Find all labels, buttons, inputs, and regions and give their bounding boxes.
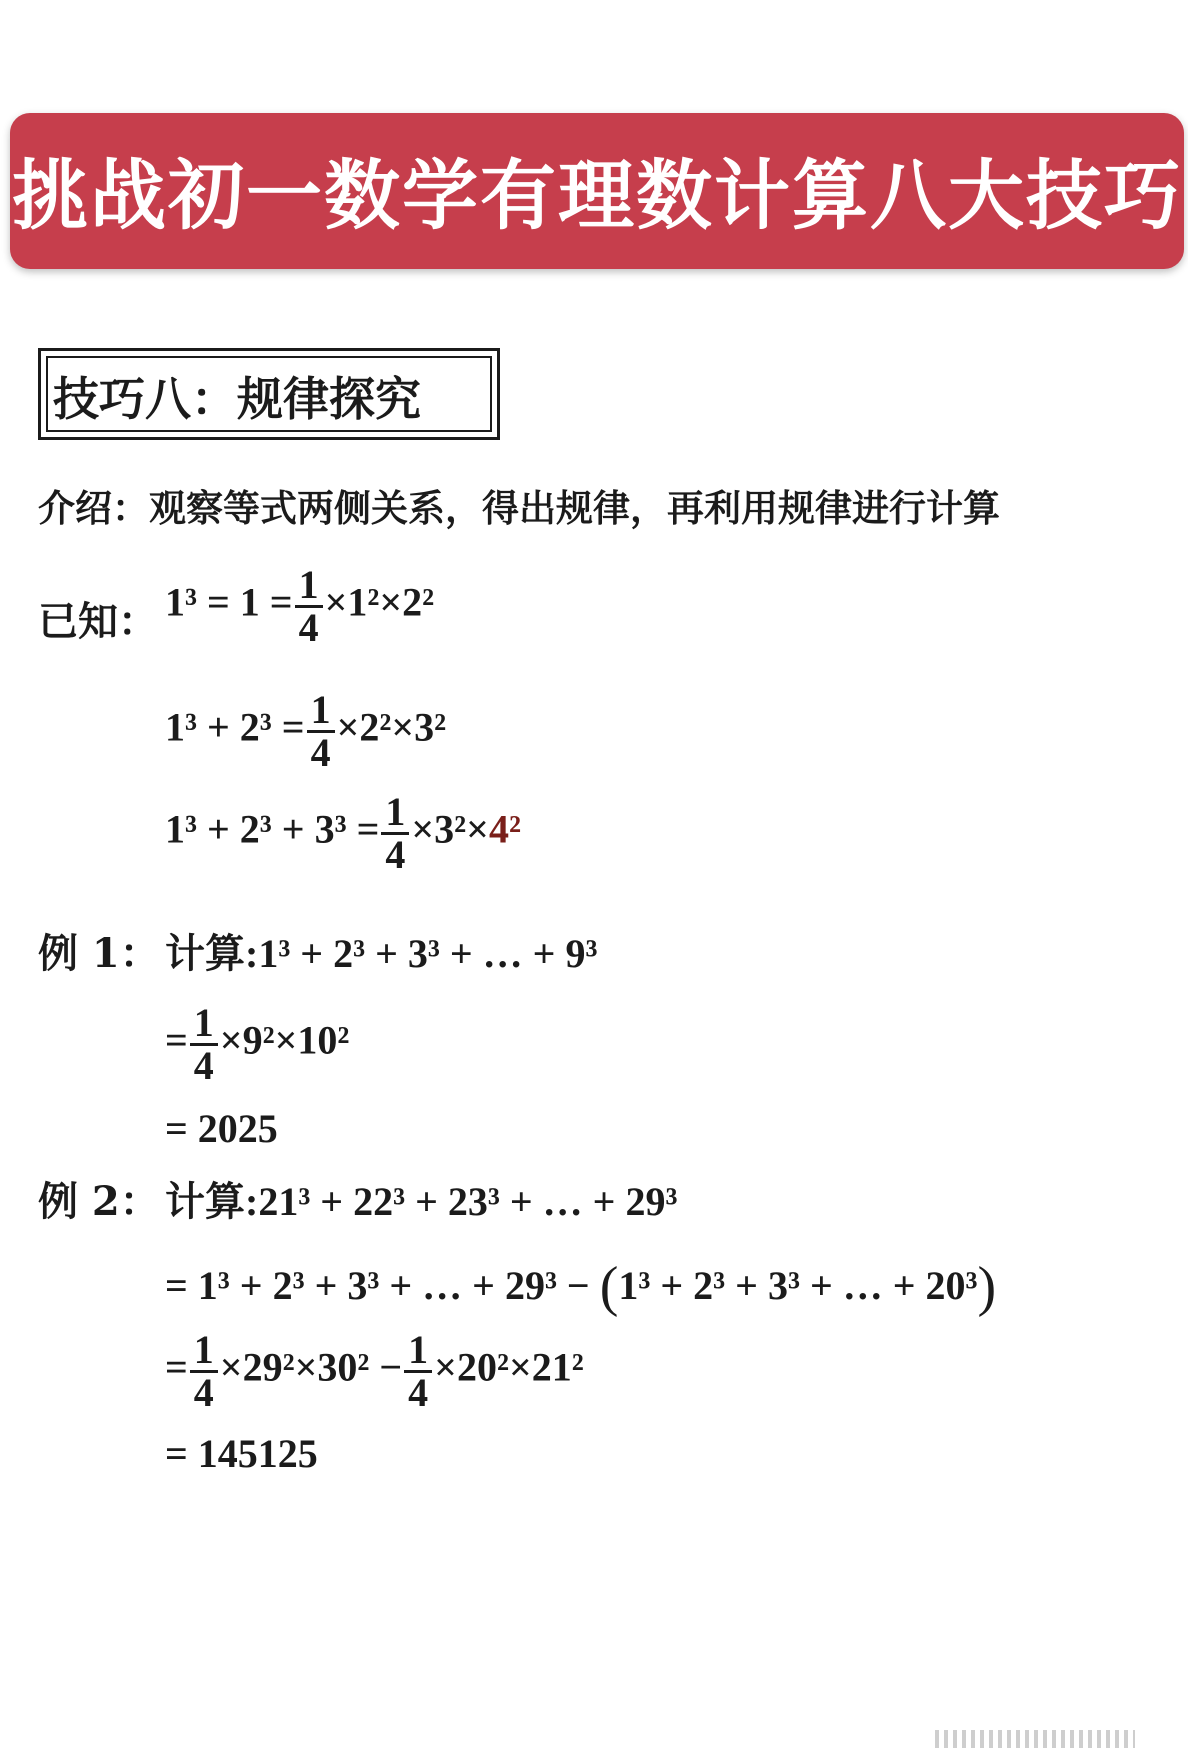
example1-step1-post: ×9²×10² [219, 1017, 350, 1063]
section-title: 技巧八：规律探究 [53, 372, 421, 426]
close-paren: ) [977, 1256, 997, 1318]
fraction-one-quarter [307, 687, 335, 775]
known-eq1-lhs: 1³ = 1 = [165, 579, 293, 625]
open-paren: ( [599, 1256, 619, 1318]
example1-result: = 2025 [165, 1106, 278, 1151]
frac-denominator: 4 [193, 1043, 214, 1088]
frac-numerator: 1 [404, 1330, 432, 1373]
frac-numerator: 1 [190, 1330, 218, 1373]
frac-numerator: 1 [307, 690, 335, 733]
known-eq3-lhs: 1³ + 2³ + 3³ = [165, 806, 380, 852]
example2-step2-mid: ×29²×30² − [219, 1344, 403, 1390]
example2-step2 [165, 1327, 584, 1415]
frac-denominator: 4 [408, 1370, 429, 1415]
page-title: 挑战初一数学有理数计算八大技巧 [12, 151, 1182, 240]
watermark-barcode [935, 1730, 1135, 1748]
frac-denominator: 4 [193, 1370, 214, 1415]
intro-text: 介绍：观察等式两侧关系，得出规律，再利用规律进行计算 [38, 486, 1000, 530]
frac-denominator: 4 [385, 832, 406, 877]
example2-step2-post: ×20²×21² [434, 1344, 584, 1390]
known-eq3-rhs: ×3²× [411, 806, 489, 852]
title-banner [10, 113, 1184, 269]
example1-step1 [165, 1000, 350, 1088]
known-eq3-highlight: 4² [488, 806, 521, 852]
example1-step1-pre: = [165, 1017, 188, 1063]
frac-denominator: 4 [298, 605, 319, 650]
example1-label: 例 1： [38, 930, 160, 977]
example2-step1-inner: 1³ + 2³ + 3³ + … + 20³ [618, 1263, 978, 1308]
example2-result: = 145125 [165, 1431, 318, 1476]
fraction-one-quarter [295, 562, 323, 650]
known-eq2-lhs: 1³ + 2³ = [165, 704, 305, 750]
known-eq1-rhs: ×1²×2² [324, 579, 435, 625]
known-label: 已知： [38, 598, 158, 645]
frac-numerator: 1 [190, 1003, 218, 1046]
frac-numerator: 1 [295, 565, 323, 608]
known-eq2-rhs: ×2²×3² [336, 704, 447, 750]
example2-step1 [165, 1255, 996, 1319]
frac-denominator: 4 [310, 730, 331, 775]
known-equation-3 [165, 789, 521, 877]
fraction-one-quarter [404, 1327, 432, 1415]
fraction-one-quarter [190, 1327, 218, 1415]
known-equation-2 [165, 687, 447, 775]
known-equation-1 [165, 562, 435, 650]
fraction-one-quarter [190, 1000, 218, 1088]
fraction-one-quarter [381, 789, 409, 877]
example2-problem: 计算:21³ + 22³ + 23³ + … + 29³ [165, 1179, 678, 1224]
example1-problem: 计算:1³ + 2³ + 3³ + … + 9³ [165, 931, 598, 976]
example2-label: 例 2： [38, 1178, 160, 1225]
frac-numerator: 1 [381, 792, 409, 835]
section-title-box [38, 348, 500, 440]
example2-step2-pre: = [165, 1344, 188, 1390]
example2-step1-main: = 1³ + 2³ + 3³ + … + 29³ − [165, 1263, 590, 1308]
